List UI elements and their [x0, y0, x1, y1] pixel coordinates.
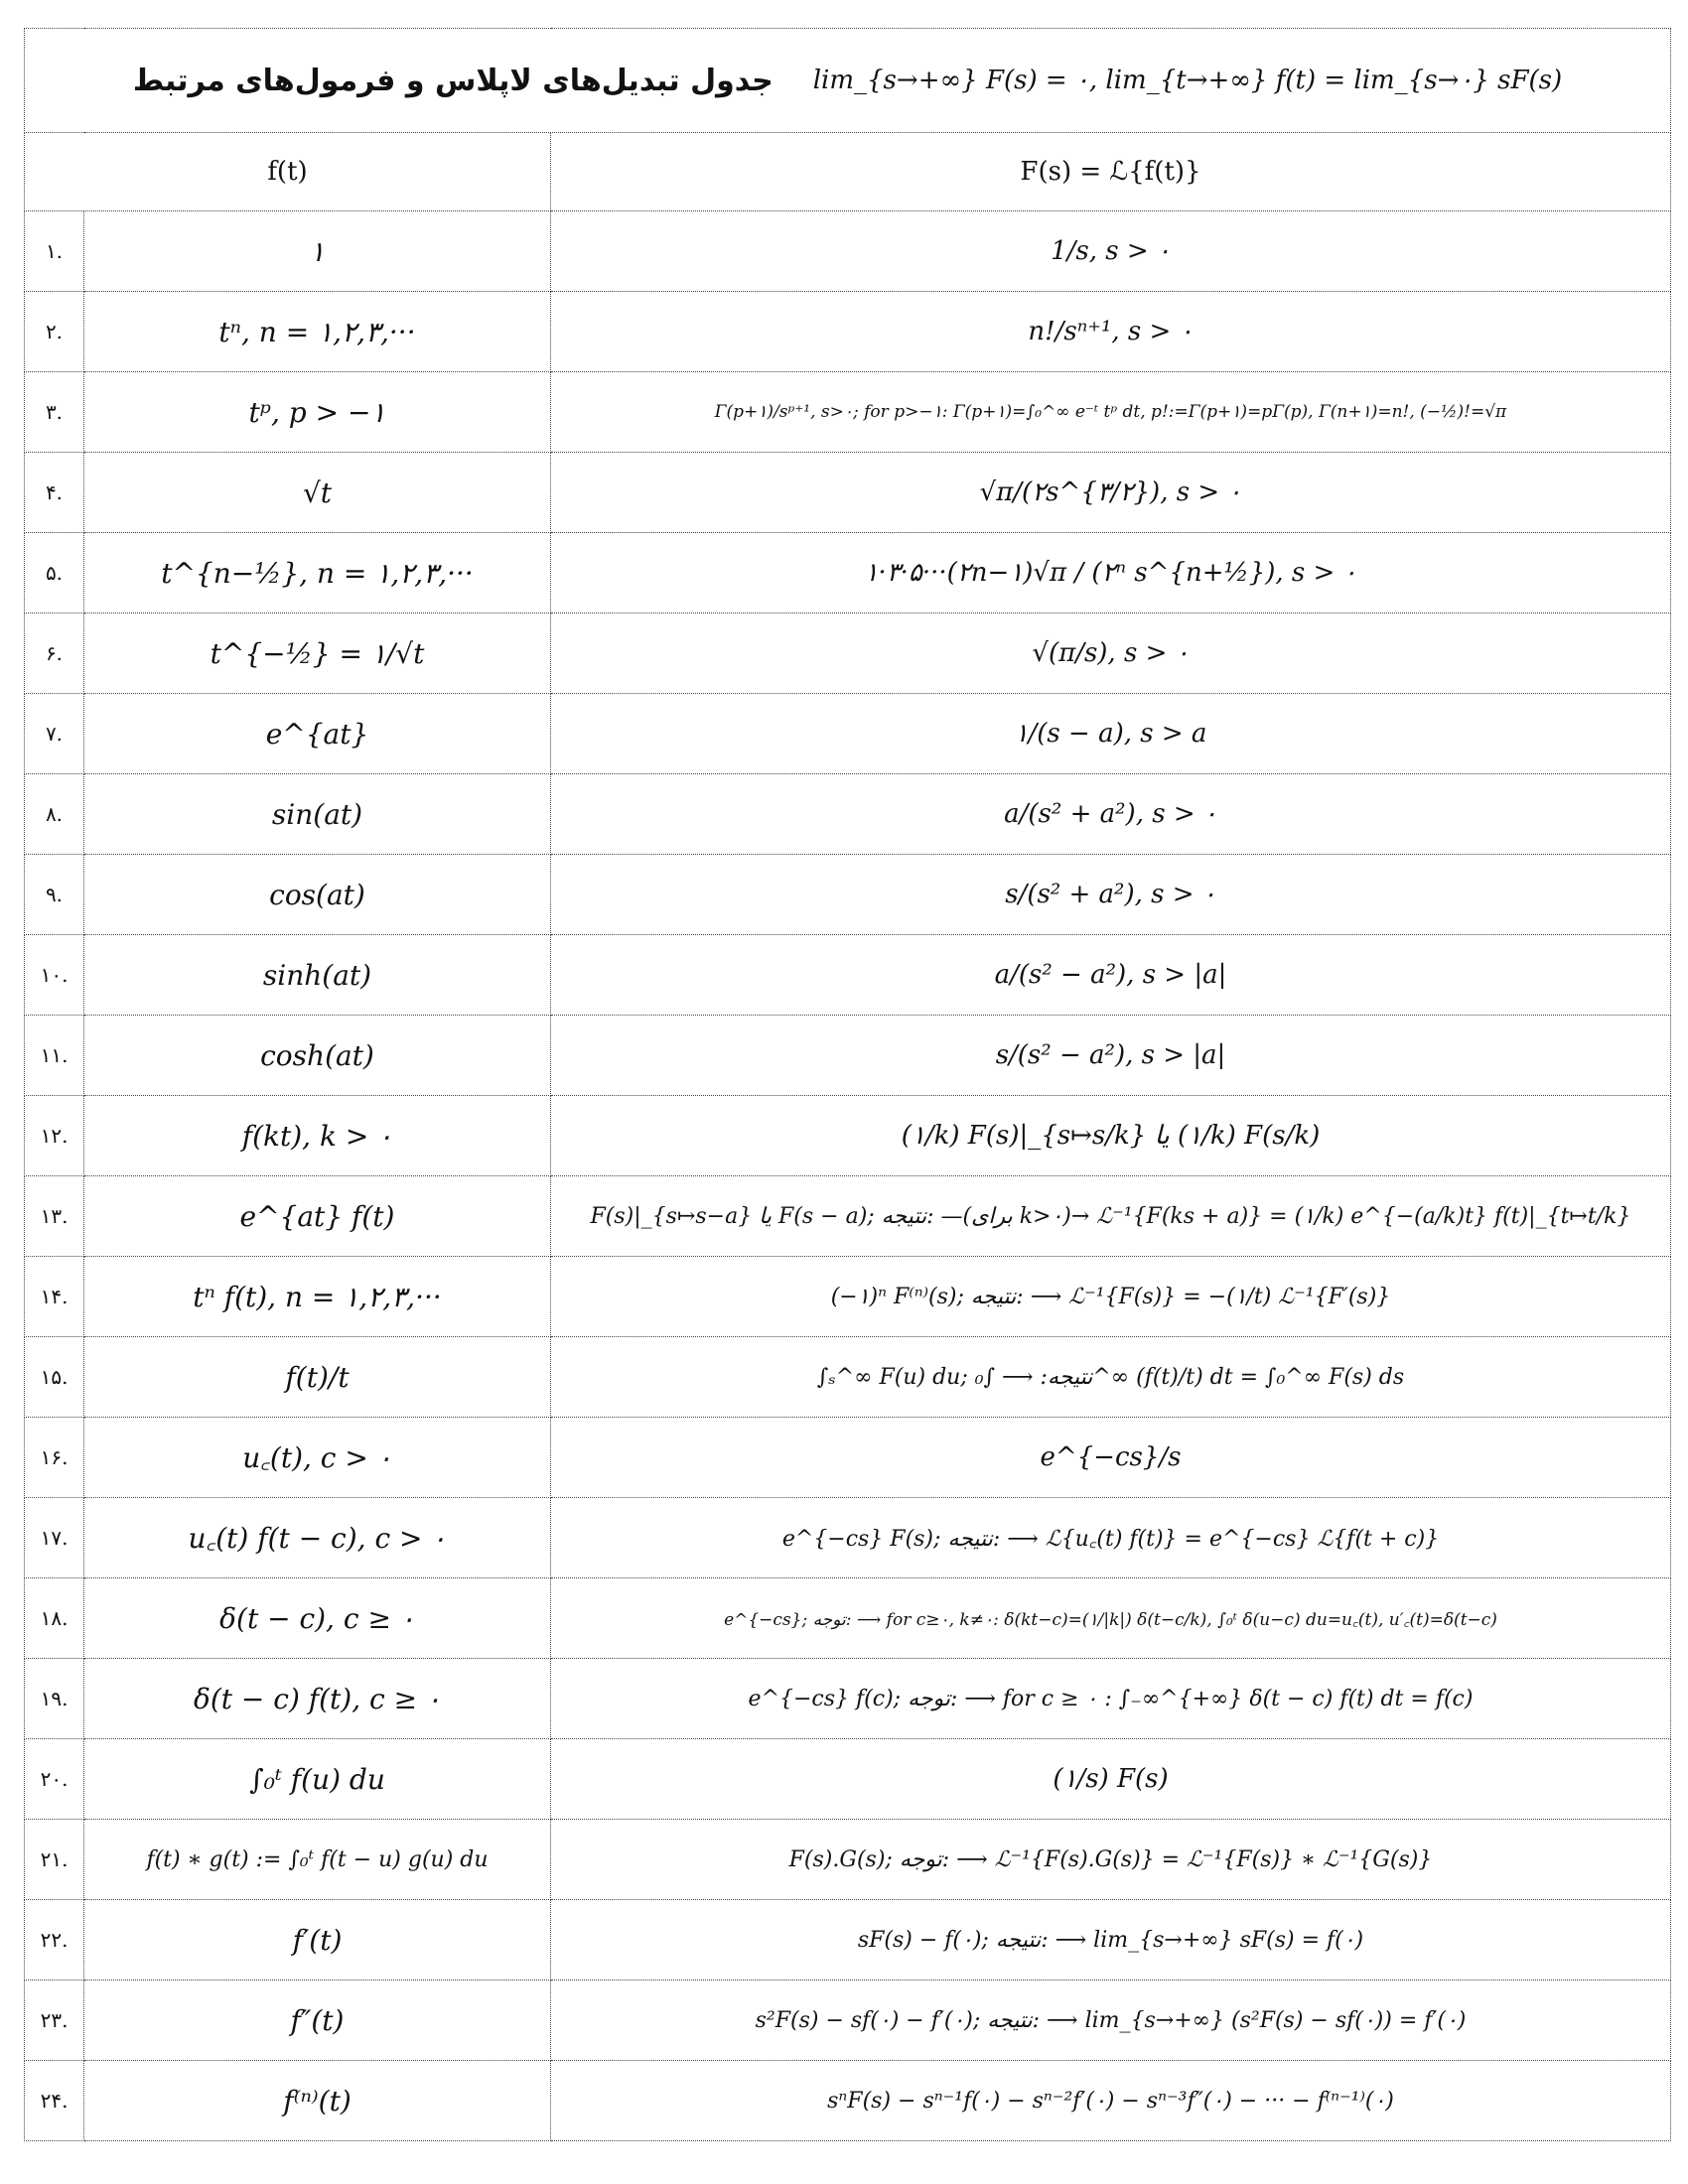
time-function: u꜀(t), c > ۰	[84, 1418, 551, 1498]
time-function: f′(t)	[84, 1900, 551, 1980]
row-number: ۱۴.	[25, 1257, 84, 1337]
table-row	[25, 1498, 1671, 1578]
row-number: ۹.	[25, 855, 84, 935]
time-function: e^{at} f(t)	[84, 1176, 551, 1257]
title-row	[25, 29, 1671, 133]
laplace-transform: (۱/s) F(s)	[551, 1739, 1671, 1820]
table-row	[25, 211, 1671, 292]
row-number: ۱۰.	[25, 935, 84, 1016]
header-fs: F(s) = ℒ{f(t)}	[551, 133, 1671, 211]
laplace-transform: e^{−cs} f(c); توجه: ⟶ for c ≥ ۰ : ∫₋∞^{+∞} δ(t − c) f(t) dt = f(c)	[551, 1659, 1671, 1739]
laplace-transform: F(s).G(s); توجه: ⟶ ℒ⁻¹{F(s).G(s)} = ℒ⁻¹{F(s)} ∗ ℒ⁻¹{G(s)}	[551, 1820, 1671, 1900]
row-number: ۱۲.	[25, 1096, 84, 1176]
time-function: sin(at)	[84, 774, 551, 855]
laplace-transform: a/(s² − a²), s > |a|	[551, 935, 1671, 1016]
laplace-table-sheet	[24, 28, 1670, 2152]
laplace-transform: √(π/s), s > ۰	[551, 614, 1671, 694]
time-function: tⁿ, n = ۱,۲,۳,···	[84, 292, 551, 372]
row-number: ۲۰.	[25, 1739, 84, 1820]
laplace-transform: n!/sⁿ⁺¹, s > ۰	[551, 292, 1671, 372]
table-row	[25, 1820, 1671, 1900]
table-row	[25, 533, 1671, 614]
table-row	[25, 1418, 1671, 1498]
laplace-transform: 1/s, s > ۰	[551, 211, 1671, 292]
row-number: ۱۱.	[25, 1016, 84, 1096]
table-row	[25, 855, 1671, 935]
laplace-transform: Γ(p+۱)/sᵖ⁺¹, s>۰; for p>−۱: Γ(p+۱)=∫₀^∞ e⁻ᵗ tᵖ dt, p!:=Γ(p+۱)=pΓ(p), Γ(n+۱)=n!, (−½)!=√π	[551, 372, 1671, 453]
row-number: ۱۸.	[25, 1578, 84, 1659]
time-function: ۱	[84, 211, 551, 292]
table-row	[25, 372, 1671, 453]
time-function: δ(t − c), c ≥ ۰	[84, 1578, 551, 1659]
table-row	[25, 1739, 1671, 1820]
time-function: cos(at)	[84, 855, 551, 935]
laplace-transform: e^{−cs} F(s); نتیجه: ⟶ ℒ{u꜀(t) f(t)} = e^{−cs} ℒ{f(t + c)}	[551, 1498, 1671, 1578]
table-row	[25, 1337, 1671, 1418]
laplace-transform-table	[24, 28, 1671, 2141]
laplace-transform: e^{−cs}/s	[551, 1418, 1671, 1498]
laplace-transform: s²F(s) − sf(۰) − f′(۰); نتیجه: ⟶ lim_{s→+∞} (s²F(s) − sf(۰)) = f′(۰)	[551, 1980, 1671, 2061]
table-row	[25, 1176, 1671, 1257]
table-row	[25, 1980, 1671, 2061]
table-row	[25, 935, 1671, 1016]
row-number: ۶.	[25, 614, 84, 694]
row-number: ۷.	[25, 694, 84, 774]
table-row	[25, 694, 1671, 774]
laplace-transform: a/(s² + a²), s > ۰	[551, 774, 1671, 855]
row-number: ۲۲.	[25, 1900, 84, 1980]
row-number: ۵.	[25, 533, 84, 614]
row-number: ۱۷.	[25, 1498, 84, 1578]
time-function: t^{n−½}, n = ۱,۲,۳,···	[84, 533, 551, 614]
laplace-transform: ∫ₛ^∞ F(u) du; نتیجه: ⟶ ∫₀^∞ (f(t)/t) dt = ∫₀^∞ F(s) ds	[551, 1337, 1671, 1418]
row-number: ۱۳.	[25, 1176, 84, 1257]
table-row	[25, 453, 1671, 533]
time-function: t^{−½} = ۱/√t	[84, 614, 551, 694]
laplace-transform: ۱/(s − a), s > a	[551, 694, 1671, 774]
row-number: ۱۵.	[25, 1337, 84, 1418]
time-function: tⁿ f(t), n = ۱,۲,۳,···	[84, 1257, 551, 1337]
row-number: ۳.	[25, 372, 84, 453]
table-row	[25, 1016, 1671, 1096]
row-number: ۸.	[25, 774, 84, 855]
table-row	[25, 292, 1671, 372]
table-row	[25, 1578, 1671, 1659]
row-number: ۲۴.	[25, 2061, 84, 2141]
laplace-transform: e^{−cs}; توجه: ⟶ for c≥۰, k≠۰: δ(kt−c)=(۱/|k|) δ(t−c/k), ∫₀ᵗ δ(u−c) du=u꜀(t), u′꜀(t)=δ(t−c)	[551, 1578, 1671, 1659]
table-row	[25, 1900, 1671, 1980]
laplace-transform: √π/(۲s^{۳/۲}), s > ۰	[551, 453, 1671, 533]
time-function: f(t)/t	[84, 1337, 551, 1418]
time-function: u꜀(t) f(t − c), c > ۰	[84, 1498, 551, 1578]
laplace-transform: (۱/k) F(s)|_{s↦s/k} یا (۱/k) F(s/k)	[551, 1096, 1671, 1176]
laplace-transform: F(s)|_{s↦s−a} یا F(s − a); نتیجه: —(برای k>۰)→ ℒ⁻¹{F(ks + a)} = (۱/k) e^{−(a/k)t} f(t)|_{t↦t/k}	[551, 1176, 1671, 1257]
row-number: ۲.	[25, 292, 84, 372]
laplace-transform: s/(s² − a²), s > |a|	[551, 1016, 1671, 1096]
table-row	[25, 2061, 1671, 2141]
time-function: f⁽ⁿ⁾(t)	[84, 2061, 551, 2141]
title-cell	[25, 29, 1671, 133]
header-ft: f(t)	[25, 133, 551, 211]
laplace-transform: s/(s² + a²), s > ۰	[551, 855, 1671, 935]
row-number: ۱۶.	[25, 1418, 84, 1498]
row-number: ۱.	[25, 211, 84, 292]
row-number: ۴.	[25, 453, 84, 533]
time-function: e^{at}	[84, 694, 551, 774]
time-function: cosh(at)	[84, 1016, 551, 1096]
table-row	[25, 1096, 1671, 1176]
row-number: ۲۱.	[25, 1820, 84, 1900]
table-row	[25, 614, 1671, 694]
header-row	[25, 133, 1671, 211]
time-function: sinh(at)	[84, 935, 551, 1016]
table-row	[25, 1659, 1671, 1739]
row-number: ۲۳.	[25, 1980, 84, 2061]
laplace-transform: sⁿF(s) − sⁿ⁻¹f(۰) − sⁿ⁻²f′(۰) − sⁿ⁻³f″(۰) − ··· − f⁽ⁿ⁻¹⁾(۰)	[551, 2061, 1671, 2141]
time-function: δ(t − c) f(t), c ≥ ۰	[84, 1659, 551, 1739]
laplace-transform: sF(s) − f(۰); نتیجه: ⟶ lim_{s→+∞} sF(s) = f(۰)	[551, 1900, 1671, 1980]
time-function: f(t) ∗ g(t) := ∫₀ᵗ f(t − u) g(u) du	[84, 1820, 551, 1900]
time-function: f(kt), k > ۰	[84, 1096, 551, 1176]
time-function: ∫₀ᵗ f(u) du	[84, 1739, 551, 1820]
table-row	[25, 774, 1671, 855]
row-number: ۱۹.	[25, 1659, 84, 1739]
table-row	[25, 1257, 1671, 1337]
time-function: √t	[84, 453, 551, 533]
time-function: tᵖ, p > −۱	[84, 372, 551, 453]
table-title: جدول تبدیل‌های لاپلاس و فرمول‌های مرتبط	[132, 63, 774, 98]
time-function: f″(t)	[84, 1980, 551, 2061]
title-limit-formulas: lim_{s→+∞} F(s) = ۰, lim_{t→+∞} f(t) = lim_{s→۰} sF(s)	[812, 66, 1563, 95]
laplace-transform: (−۱)ⁿ F⁽ⁿ⁾(s); نتیجه: ⟶ ℒ⁻¹{F(s)} = −(۱/t) ℒ⁻¹{F′(s)}	[551, 1257, 1671, 1337]
laplace-transform: ۱·۳·۵···(۲n−۱)√π / (۲ⁿ s^{n+½}), s > ۰	[551, 533, 1671, 614]
